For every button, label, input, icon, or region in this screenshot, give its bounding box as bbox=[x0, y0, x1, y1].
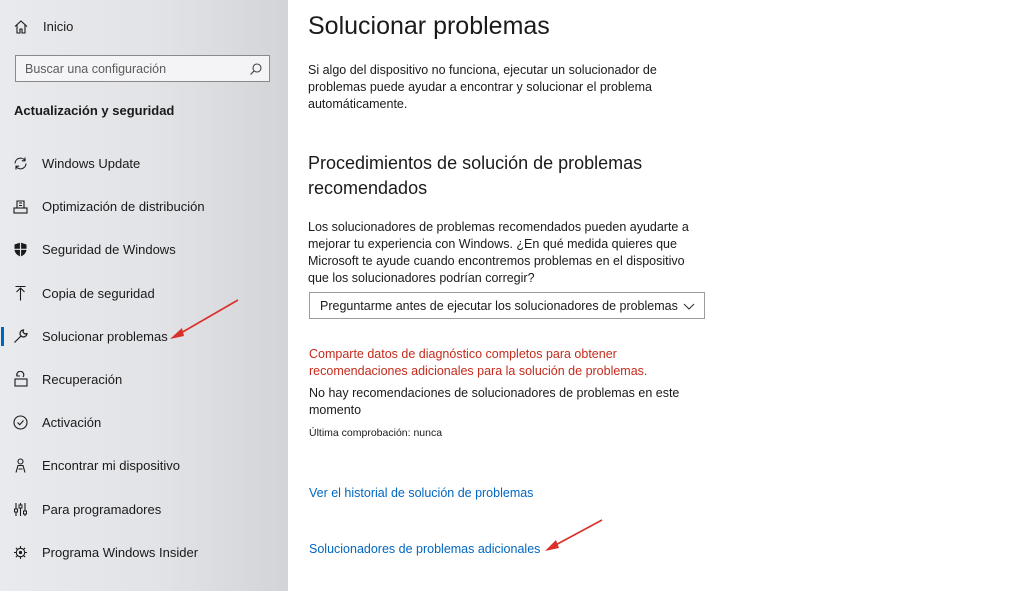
sidebar-item-find-my-device[interactable] bbox=[0, 444, 288, 487]
sidebar-item-label: Encontrar mi dispositivo bbox=[42, 458, 180, 474]
troubleshooter-preference-dropdown[interactable] bbox=[309, 292, 705, 319]
sidebar-item-windows-security[interactable] bbox=[0, 228, 288, 271]
diagnostic-data-link[interactable]: Comparte datos de diagnóstico completos para obtener recomendaciones adicionales para la solución de problemas. bbox=[309, 347, 648, 378]
developer-icon bbox=[12, 501, 29, 518]
chevron-down-icon bbox=[683, 301, 695, 311]
sync-icon bbox=[12, 155, 29, 172]
sidebar-item-for-developers[interactable] bbox=[0, 488, 288, 531]
intro-text: Si algo del dispositivo no funciona, ejecutar un solucionador de problemas puede ayudar a encontrar y solucionar el problema automáticamente. bbox=[308, 63, 657, 111]
dropdown-selected-value: Preguntarme antes de ejecutar los solucionadores de problemas bbox=[320, 299, 678, 313]
sidebar-item-backup[interactable] bbox=[0, 272, 288, 315]
sidebar-item-label: Activación bbox=[42, 415, 102, 431]
search-placeholder: Buscar una configuración bbox=[25, 62, 167, 76]
sidebar-item-delivery-optimization[interactable] bbox=[0, 185, 288, 228]
sidebar-item-label: Recuperación bbox=[42, 371, 123, 387]
page-title: Solucionar problemas bbox=[308, 12, 550, 40]
sidebar-item-label: Optimización de distribución bbox=[42, 199, 205, 215]
home-nav-item[interactable] bbox=[0, 12, 288, 42]
sidebar-item-label: Windows Update bbox=[42, 156, 141, 171]
sidebar-item-label: Programa Windows Insider bbox=[42, 544, 199, 560]
sidebar-item-recovery[interactable] bbox=[0, 358, 288, 401]
sidebar-item-label: Para programadores bbox=[42, 501, 162, 517]
wrench-icon bbox=[12, 328, 29, 345]
sidebar-item-activation[interactable] bbox=[0, 401, 288, 444]
sidebar-item-label: Solucionar problemas bbox=[42, 328, 168, 344]
find-device-icon bbox=[12, 457, 29, 474]
sidebar-nav bbox=[0, 142, 288, 574]
last-check-text: Última comprobación: nunca bbox=[309, 427, 443, 439]
troubleshoot-history-link[interactable]: Ver el historial de solución de problemas bbox=[309, 486, 534, 500]
home-icon bbox=[13, 19, 29, 35]
settings-search-input[interactable] bbox=[15, 55, 270, 82]
no-recommendations-text: No hay recomendaciones de solucionadores de problemas en este momento bbox=[309, 386, 680, 417]
sidebar-item-label: Copia de seguridad bbox=[42, 285, 155, 301]
recommended-description: Los solucionadores de problemas recomendados pueden ayudarte a mejorar tu experiencia con Windows. ¿En qué medida quieres que Microsoft te ayude cuando encontremos problemas en el dispositivo que los solucionadores podrían corregir? bbox=[308, 220, 689, 285]
recommended-section-title: Procedimientos de solución de problemas recomendados bbox=[308, 153, 643, 198]
recovery-icon bbox=[12, 371, 29, 388]
sidebar-item-windows-insider[interactable] bbox=[0, 531, 288, 574]
sidebar-section-title: Actualización y seguridad bbox=[14, 103, 175, 118]
backup-arrow-icon bbox=[12, 285, 29, 302]
sidebar-item-troubleshoot[interactable] bbox=[0, 315, 288, 358]
shield-icon bbox=[12, 241, 29, 258]
search-icon[interactable] bbox=[249, 62, 263, 76]
sidebar-item-windows-update[interactable] bbox=[0, 142, 288, 185]
additional-troubleshooters-link[interactable]: Solucionadores de problemas adicionales bbox=[309, 542, 541, 556]
sidebar-item-label: Seguridad de Windows bbox=[42, 242, 176, 258]
delivery-optimization-icon bbox=[12, 198, 29, 215]
check-circle-icon bbox=[12, 414, 29, 431]
home-label: Inicio bbox=[43, 19, 74, 34]
insider-icon bbox=[12, 544, 29, 561]
settings-sidebar bbox=[0, 0, 288, 591]
troubleshoot-page bbox=[308, 0, 1024, 591]
